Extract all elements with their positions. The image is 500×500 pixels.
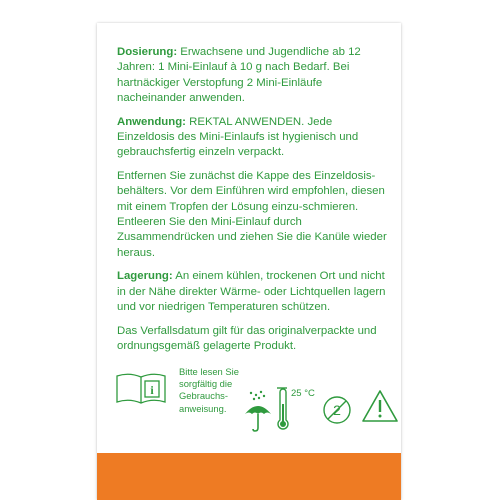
storage-text: An einem kühlen, trockenen Ort und nicht in der Nähe direkter Wärme- oder Lichtquellen lagern und vor niedrigen Temperaturen schützen. <box>117 270 386 314</box>
symbol-row <box>115 366 395 446</box>
svg-text:2: 2 <box>333 402 341 418</box>
application-label: Anwendung: <box>117 115 186 128</box>
dosage-paragraph <box>117 45 392 107</box>
instructions-text <box>117 45 392 362</box>
umbrella-rain-icon <box>243 390 273 434</box>
storage-label: Lagerung: <box>117 270 173 283</box>
application-paragraph <box>117 115 392 161</box>
book-info-icon <box>115 372 167 406</box>
instructions-paragraph: Entfernen Sie zunächst die Kappe des Einzeldosis-behälters. Vor dem Einführen wird empfohlen, diesen mit einem Tropfen der Lösung einzu-schmieren. Entleeren Sie den Mini-Einlauf durch Zusammendrücken und ziehen Sie die Kanüle wieder heraus. <box>117 169 387 259</box>
warning-icon <box>361 388 399 424</box>
expiry-paragraph: Das Verfallsdatum gilt für das originalverpackte und ordnungsgemäß gelagerte Produkt. <box>117 324 377 352</box>
dosage-label: Dosierung: <box>117 46 178 58</box>
thermometer-icon <box>275 386 291 432</box>
package-label <box>97 23 401 500</box>
storage-paragraph <box>117 269 392 315</box>
do-not-reuse-icon <box>321 394 353 426</box>
temperature-limit-label: 25 °C <box>291 388 315 399</box>
svg-text:i: i <box>150 383 154 397</box>
orange-footer-band <box>97 453 401 500</box>
dosage-text: Erwachsene und Jugendliche ab 12 Jahren: 1 Mini-Einlauf à 10 g nach Bedarf. Bei hartnäckiger Verstopfung 2 Mini-Einläufe nacheinander anwenden. <box>117 46 361 105</box>
read-instructions-note: Bitte lesen Sie sorgfältig die Gebrauchs-anweisung. <box>179 366 239 414</box>
application-text: REKTAL ANWENDEN. Jede Einzeldosis des Mini-Einlaufs ist hygienisch und gebrauchsfertig einzeln verpackt. <box>117 115 359 159</box>
